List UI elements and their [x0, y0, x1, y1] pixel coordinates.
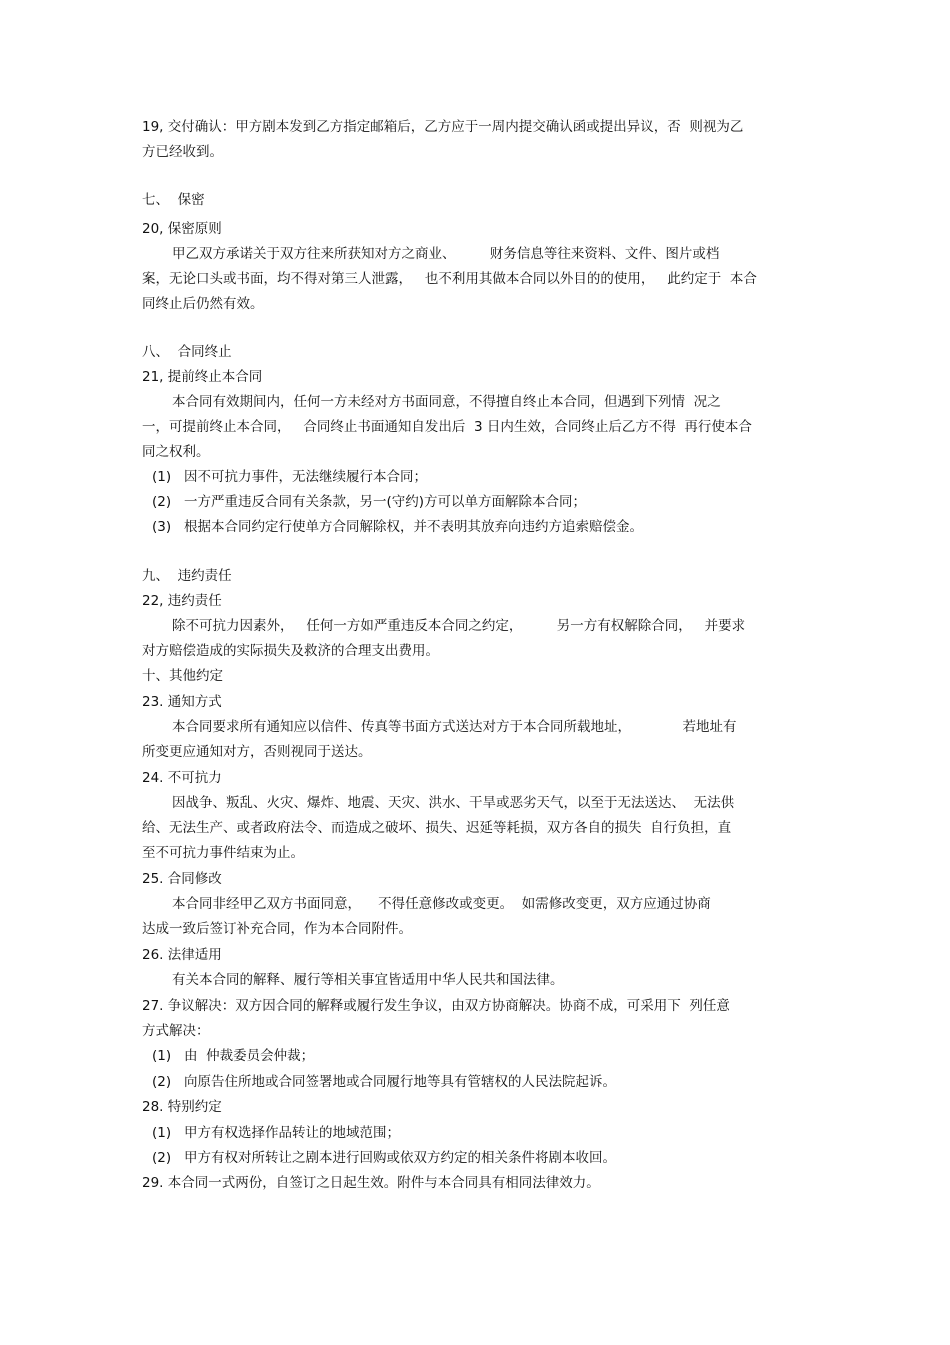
section-8-heading: 八、 合同终止	[142, 344, 232, 360]
clause-28-item-2: (2) 甲方有权对所转让之剧本进行回购或依双方约定的相关条件将剧本收回。	[152, 1150, 616, 1166]
clause-21-item-2: (2) 一方严重违反合同有关条款，另一(守约)方可以单方面解除本合同；	[152, 494, 587, 510]
clause-24-line-1: 因战争、叛乱、火灾、爆炸、地震、天灾、洪水、干旱或恶劣天气，以至于无法送达、 无法供	[172, 795, 735, 811]
clause-29-line-1: 29. 本合同一式两份，自签订之日起生效。附件与本合同具有相同法律效力。	[142, 1175, 600, 1191]
clause-20-line-1: 甲乙双方承诺关于双方往来所获知对方之商业、 财务信息等往来资料、文件、图片或档	[172, 246, 720, 262]
clause-24-line-3: 至不可抗力事件结束为止。	[142, 845, 304, 861]
clause-28-item-1: (1) 甲方有权选择作品转让的地域范围；	[152, 1125, 400, 1141]
section-7-heading: 七、 保密	[142, 192, 205, 208]
clause-20-line-2: 案，无论口头或书面，均不得对第三人泄露， 也不利用其做本合同以外目的的使用， 此约定于 本合	[142, 271, 757, 287]
clause-25-heading: 25. 合同修改	[142, 871, 222, 887]
clause-27-line-1: 27. 争议解决：双方因合同的解释或履行发生争议，由双方协商解决。协商不成，可采用下 列任意	[142, 998, 730, 1014]
clause-23-line-2: 所变更应通知对方，否则视同于送达。	[142, 744, 372, 760]
clause-21-line-1: 本合同有效期间内，任何一方未经对方书面同意，不得擅自终止本合同，但遇到下列情 况之	[172, 394, 721, 410]
clause-19-line-1: 19, 交付确认：甲方剧本发到乙方指定邮箱后，乙方应于一周内提交确认函或提出异议，否 则视为乙	[142, 119, 744, 135]
clause-20-heading: 20, 保密原则	[142, 221, 222, 237]
clause-23-heading: 23. 通知方式	[142, 694, 222, 710]
clause-27-item-2: (2) 向原告住所地或合同签署地或合同履行地等具有管辖权的人民法院起诉。	[152, 1074, 616, 1090]
clause-25-line-1: 本合同非经甲乙双方书面同意， 不得任意修改或变更。 如需修改变更，双方应通过协商	[172, 896, 711, 912]
clause-28-heading: 28. 特别约定	[142, 1099, 222, 1115]
clause-22-line-1: 除不可抗力因素外， 任何一方如严重违反本合同之约定， 另一方有权解除合同， 并要求	[172, 618, 746, 634]
clause-26-line-1: 有关本合同的解释、履行等相关事宜皆适用中华人民共和国法律。	[172, 972, 564, 988]
clause-27-item-1: (1) 由 仲裁委员会仲裁；	[152, 1048, 315, 1064]
clause-25-line-2: 达成一致后签订补充合同，作为本合同附件。	[142, 921, 412, 937]
clause-21-line-3: 同之权利。	[142, 444, 210, 460]
clause-26-heading: 26. 法律适用	[142, 947, 222, 963]
section-9-heading: 九、 违约责任	[142, 568, 232, 584]
clause-22-heading: 22, 违约责任	[142, 593, 222, 609]
clause-24-line-2: 给、无法生产、或者政府法令、而造成之破坏、损失、迟延等耗损，双方各自的损失 自行负担，直	[142, 820, 732, 836]
clause-27-line-2: 方式解决：	[142, 1023, 210, 1039]
clause-24-heading: 24. 不可抗力	[142, 770, 222, 786]
clause-23-line-1: 本合同要求所有通知应以信件、传真等书面方式送达对方于本合同所载地址， 若地址有	[172, 719, 737, 735]
clause-21-line-2: 一，可提前终止本合同， 合同终止书面通知自发出后 3 日内生效，合同终止后乙方不得 再行使本合	[142, 419, 752, 435]
clause-21-heading: 21, 提前终止本合同	[142, 369, 263, 385]
clause-19-line-2: 方已经收到。	[142, 144, 223, 160]
clause-21-item-3: (3) 根据本合同约定行使单方合同解除权，并不表明其放弃向违约方追索赔偿金。	[152, 519, 643, 535]
section-10-heading: 十、其他约定	[142, 668, 223, 684]
clause-21-item-1: (1) 因不可抗力事件，无法继续履行本合同；	[152, 469, 427, 485]
clause-22-line-2: 对方赔偿造成的实际损失及救济的合理支出费用。	[142, 643, 439, 659]
clause-20-line-3: 同终止后仍然有效。	[142, 296, 264, 312]
